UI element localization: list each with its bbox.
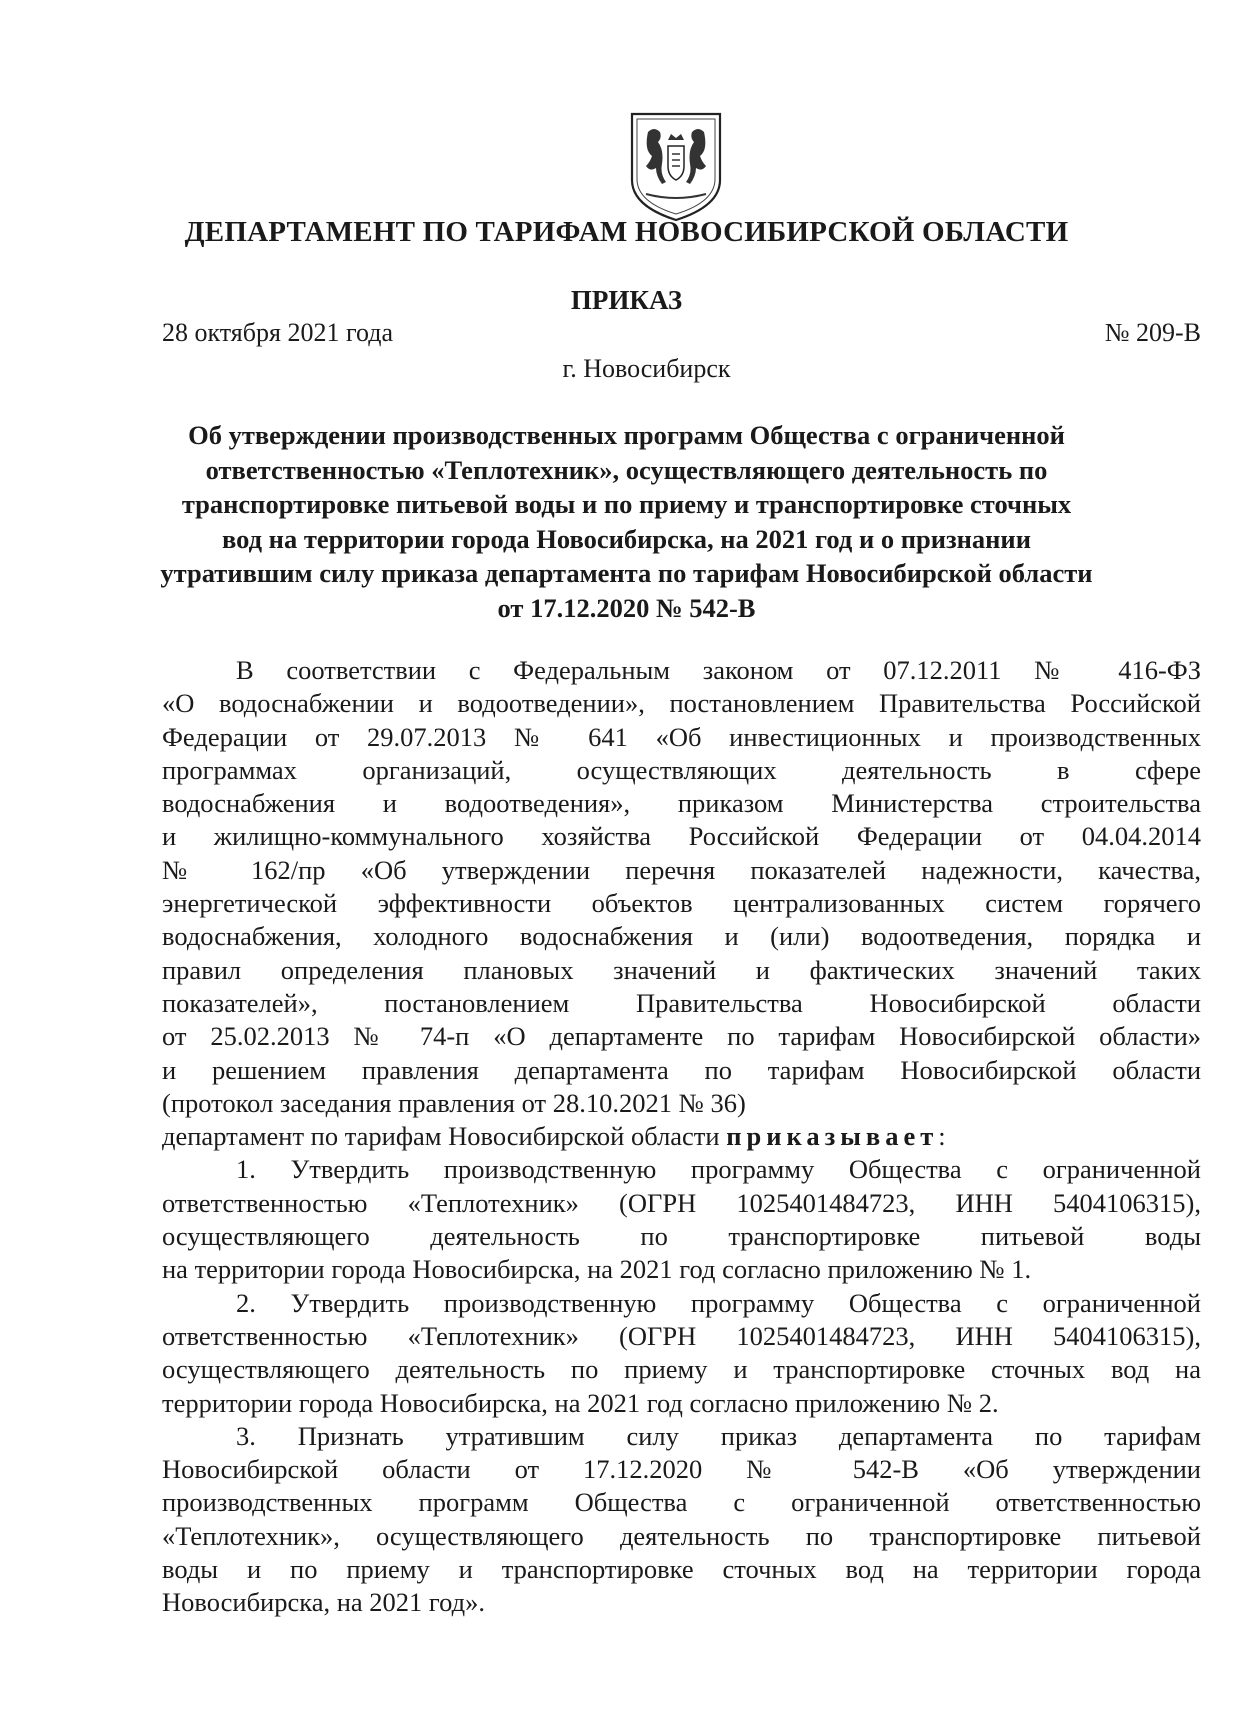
body-line: водоснабжения и водоотведения», приказом Министерства строительства [162, 788, 1201, 819]
body-line: осуществляющего деятельность по приему и транспортировке сточных вод на [162, 1354, 1201, 1385]
subject-line: утратившим силу приказа департамента по тарифам Новосибирской области [160, 558, 1093, 588]
body-line: программах организаций, осуществляющих деятельность в сфере [162, 754, 1201, 785]
order-item-2 [162, 1287, 1201, 1420]
body-line: воды и по приему и транспортировке сточных вод на территории города [162, 1554, 1201, 1585]
body-line: 2. Утвердить производственную программу Общества с ограниченной [236, 1287, 1201, 1318]
body-line: Новосибирска, на 2021 год». [162, 1587, 485, 1618]
body-line: Федерации от 29.07.2013 № 641 «Об инвестиционных и производственных [162, 721, 1201, 752]
body-line: энергетической эффективности объектов централизованных систем горячего [162, 888, 1201, 919]
directive-prefix: департамент по тарифам Новосибирской области [162, 1121, 727, 1152]
subject-line: Об утверждении производственных программ Общества с ограниченной [188, 420, 1065, 450]
order-item-1 [162, 1153, 1201, 1286]
order-item-3 [162, 1420, 1201, 1620]
order-directive-line [162, 1120, 1201, 1153]
issue-city: г. Новосибирск [562, 354, 731, 383]
directive-suffix: : [938, 1121, 946, 1152]
subject-line: от 17.12.2020 № 542-В [497, 592, 756, 623]
preamble-paragraph [162, 654, 1201, 1120]
body-line: показателей», постановлением Правительства Новосибирской области [162, 987, 1201, 1018]
body-line: «Теплотехник», осуществляющего деятельность по транспортировке питьевой [162, 1520, 1201, 1551]
body-line: и жилищно-коммунального хозяйства Российской Федерации от 04.04.2014 [162, 821, 1201, 852]
order-number: № 209-В [1104, 318, 1201, 347]
body-line: ответственностью «Теплотехник» (ОГРН 1025401484723, ИНН 5404106315), [162, 1187, 1201, 1218]
subject-line: ответственностью «Теплотехник», осуществляющего деятельность по [205, 454, 1048, 485]
body-line: В соответствии с Федеральным законом от 07.12.2011 № 416-ФЗ [236, 655, 1201, 685]
body-line: производственных программ Общества с ограниченной ответственностью [162, 1487, 1201, 1518]
department-title: ДЕПАРТАМЕНТ ПО ТАРИФАМ НОВОСИБИРСКОЙ ОБЛАСТИ [184, 216, 1069, 248]
body-line: № 162/пр «Об утверждении перечня показателей надежности, качества, [162, 854, 1201, 885]
coat-of-arms-emblem [628, 110, 724, 222]
body-line: осуществляющего деятельность по транспортировке питьевой воды [162, 1221, 1201, 1252]
body-line: ответственностью «Теплотехник» (ОГРН 1025401484723, ИНН 5404106315), [162, 1320, 1201, 1351]
subject-line: транспортировке питьевой воды и по приему и транспортировке сточных [181, 489, 1072, 519]
body-line: водоснабжения, холодного водоснабжения и (или) водоотведения, порядка и [162, 921, 1201, 952]
body-line: (протокол заседания правления от 28.10.2021 № 36) [162, 1087, 746, 1118]
body-line: Новосибирской области от 17.12.2020 № 542-В «Об утверждении [162, 1454, 1201, 1485]
directive-verb: приказывает [726, 1121, 939, 1152]
body-line: 1. Утвердить производственную программу Общества с ограниченной [236, 1154, 1201, 1185]
document-type-title: ПРИКАЗ [570, 285, 683, 315]
body-line: «О водоснабжении и водоотведении», постановлением Правительства Российской [162, 688, 1201, 719]
subject-line: вод на территории города Новосибирска, на 2021 год и о признании [222, 523, 1031, 554]
order-date: 28 октября 2021 года [162, 318, 393, 347]
order-body [162, 654, 1201, 1620]
body-line: от 25.02.2013 № 74-п «О департаменте по тарифам Новосибирской области» [162, 1021, 1201, 1052]
body-line: на территории города Новосибирска, на 2021 год согласно приложению № 1. [162, 1254, 1032, 1285]
body-line: территории города Новосибирска, на 2021 год согласно приложению № 2. [162, 1387, 999, 1418]
body-line: правил определения плановых значений и фактических значений таких [162, 954, 1201, 985]
body-line: 3. Признать утратившим силу приказ департамента по тарифам [236, 1420, 1201, 1451]
order-subject [150, 418, 1103, 625]
body-line: и решением правления департамента по тарифам Новосибирской области [162, 1054, 1201, 1085]
